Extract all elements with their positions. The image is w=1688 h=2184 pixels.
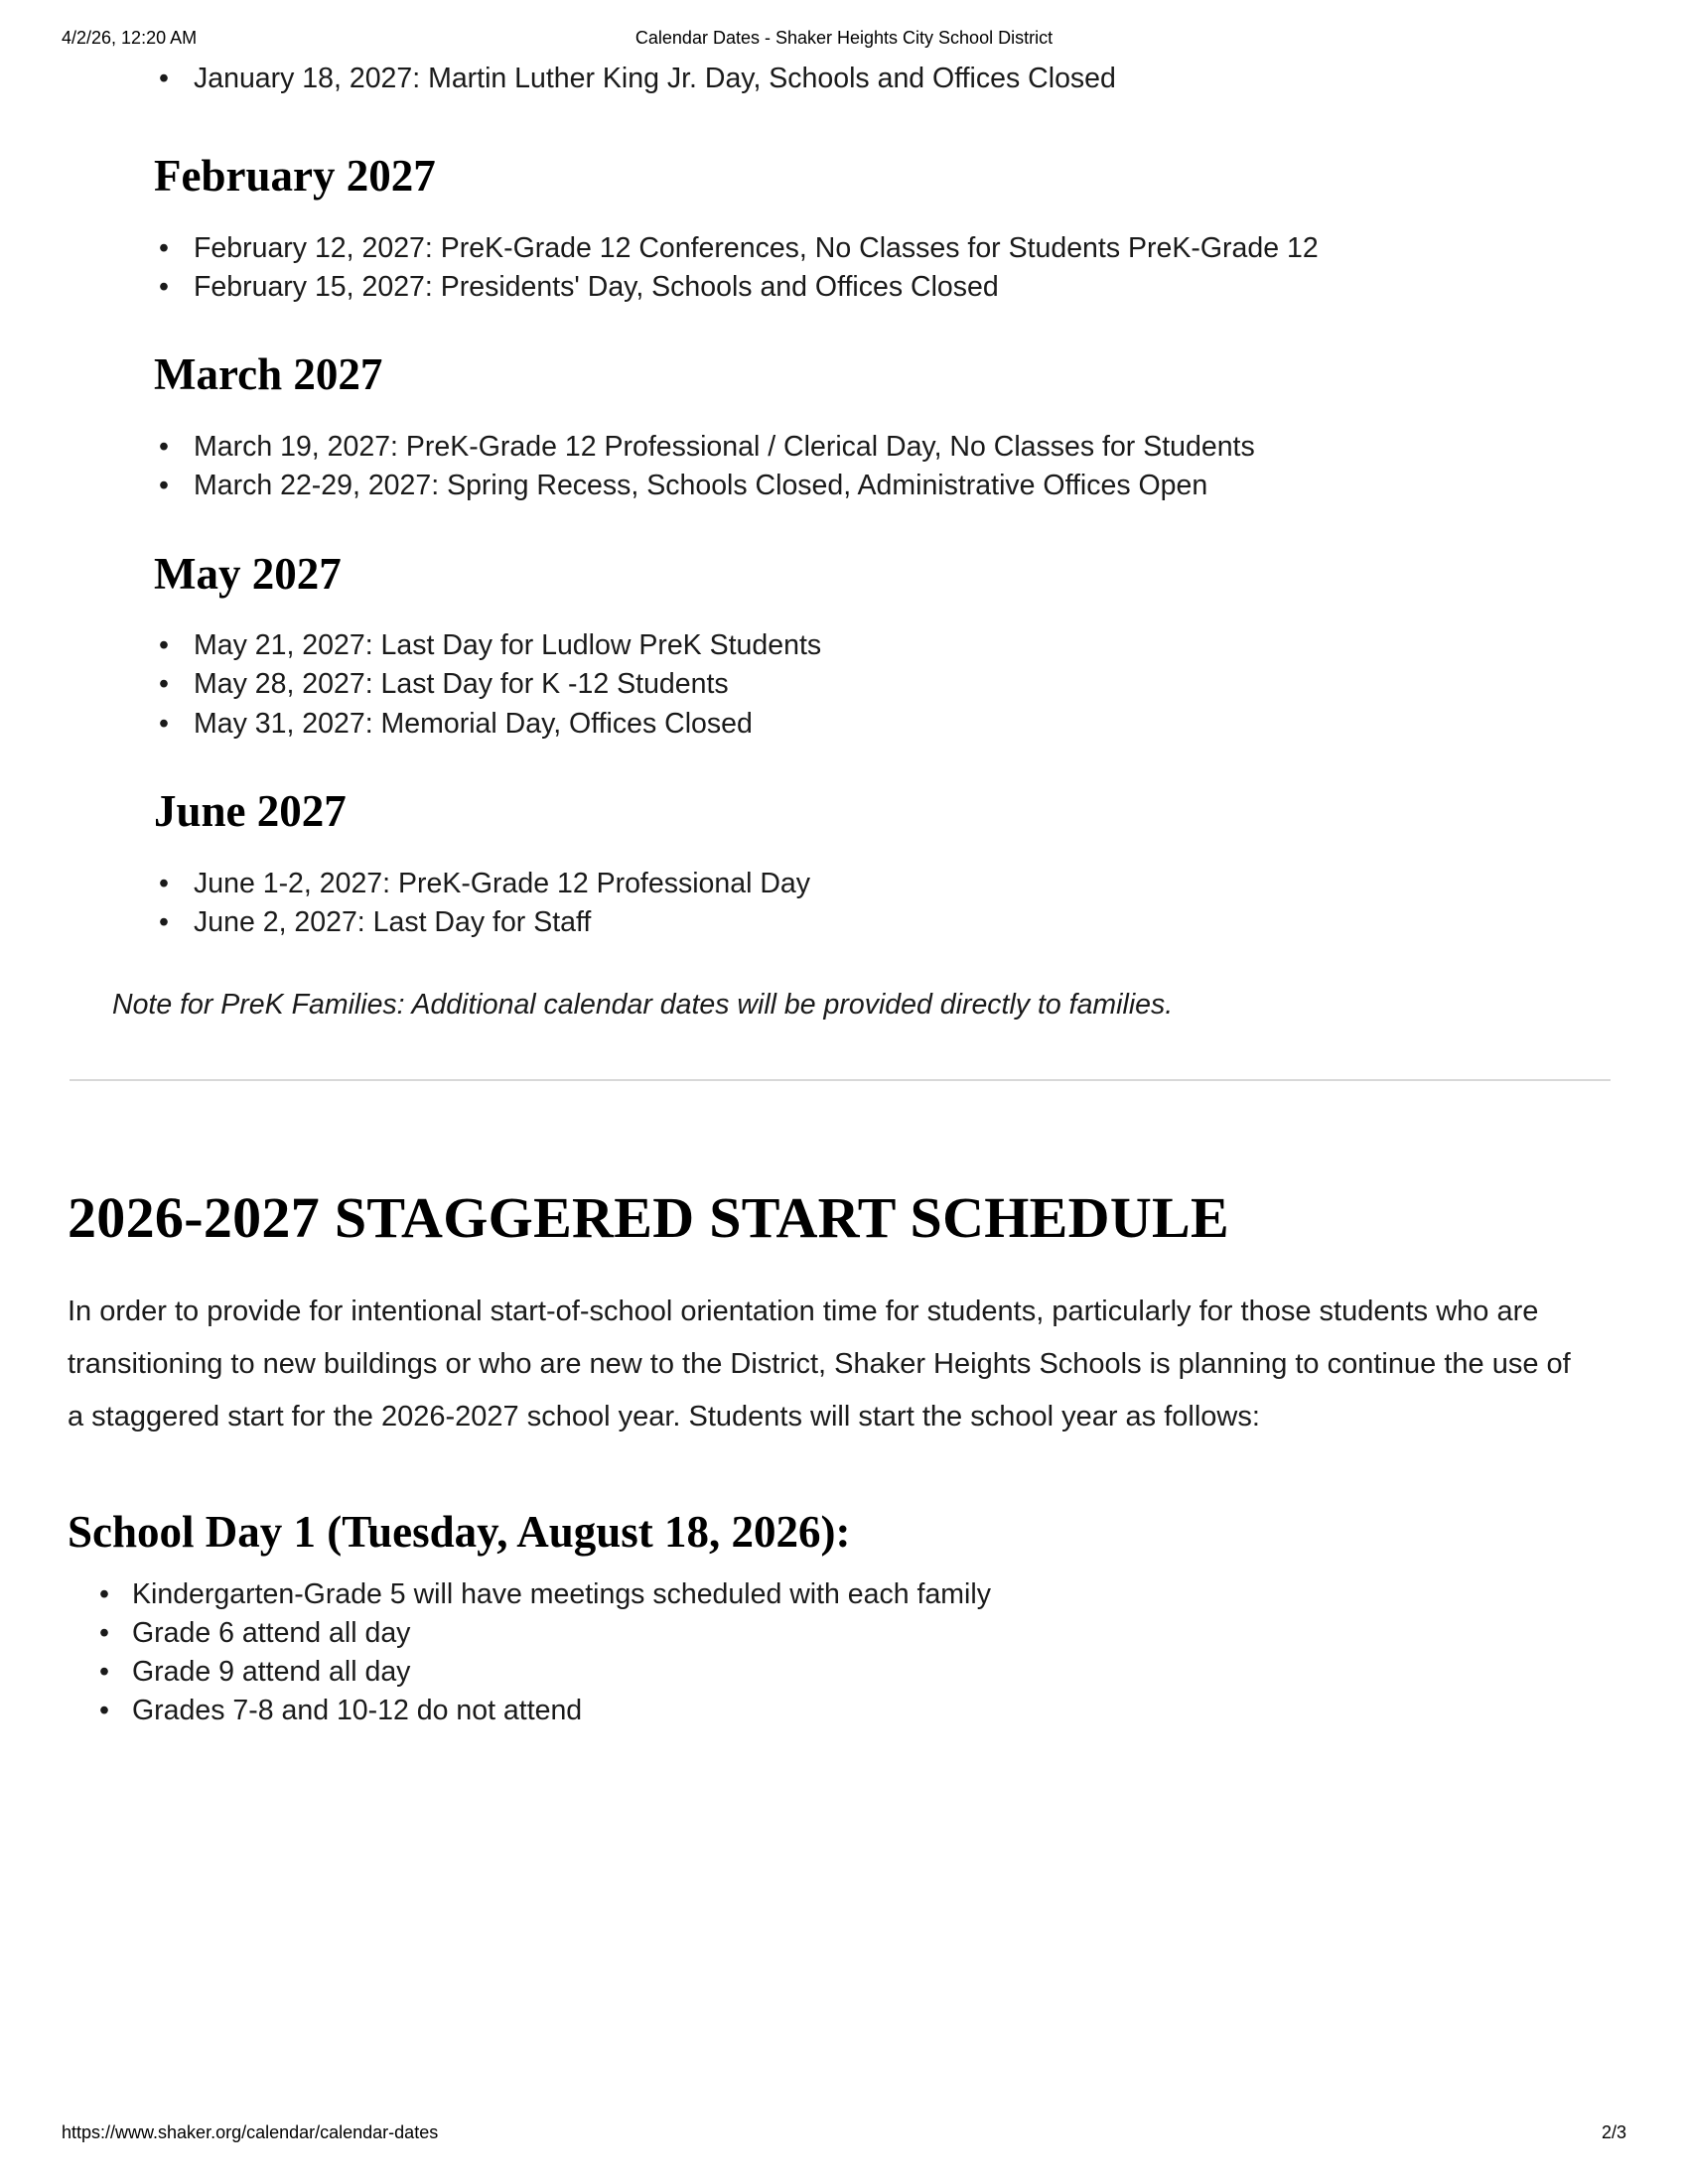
- print-header: [0, 28, 1688, 54]
- prek-families-note: Note for PreK Families: Additional calendar dates will be provided directly to families.: [112, 989, 1174, 1022]
- calendar-event-list-february: [0, 229, 1688, 308]
- month-heading-february: February 2027: [154, 151, 436, 202]
- calendar-event-list-may: [0, 626, 1688, 744]
- staggered-start-intro-paragraph: In order to provide for intentional start-of-school orientation time for students, particularly for those students who are transitioning to new buildings or who are new to the District, Shaker Heights Schools is planning to continue the use of a staggered start for the 2026-2027 school year. Students will start the school year as follows:: [68, 1295, 1571, 1433]
- print-header-timestamp: 4/2/26, 12:20 AM: [62, 28, 198, 48]
- list-item: • January 18, 2027: Martin Luther King Jr. Day, Schools and Offices Closed: [0, 60, 1688, 98]
- school-day-1-list: [0, 1575, 1688, 1730]
- page-content: [0, 60, 1688, 1730]
- list-item: • May 31, 2027: Memorial Day, Offices Closed: [0, 705, 1688, 744]
- list-item: • Grade 6 attend all day: [0, 1614, 1688, 1653]
- list-item: • March 22-29, 2027: Spring Recess, Schools Closed, Administrative Offices Open: [0, 467, 1688, 505]
- list-item: • May 28, 2027: Last Day for K -12 Students: [0, 665, 1688, 704]
- school-day-1-heading: School Day 1 (Tuesday, August 18, 2026):: [68, 1507, 851, 1558]
- staggered-start-heading: 2026-2027 STAGGERED START SCHEDULE: [68, 1185, 1230, 1251]
- list-item: • May 21, 2027: Last Day for Ludlow PreK Students: [0, 626, 1688, 665]
- print-header-document-title: Calendar Dates - Shaker Heights City School District: [634, 28, 1054, 48]
- print-footer-url: https://www.shaker.org/calendar/calendar-dates: [62, 2122, 439, 2142]
- list-item: • March 19, 2027: PreK-Grade 12 Professional / Clerical Day, No Classes for Students: [0, 428, 1688, 467]
- print-footer-page-number: 2/3: [1601, 2122, 1626, 2142]
- list-item: • June 1-2, 2027: PreK-Grade 12 Professional Day: [0, 865, 1688, 903]
- month-heading-march: March 2027: [154, 349, 383, 400]
- calendar-month-section-may: [0, 550, 1688, 744]
- calendar-event-list-june: [0, 865, 1688, 943]
- list-item: • Kindergarten-Grade 5 will have meetings scheduled with each family: [0, 1575, 1688, 1614]
- list-item: • Grades 7-8 and 10-12 do not attend: [0, 1692, 1688, 1730]
- list-item: • June 2, 2027: Last Day for Staff: [0, 903, 1688, 942]
- month-heading-may: May 2027: [154, 548, 342, 599]
- month-heading-june: June 2027: [154, 786, 347, 837]
- list-item: • February 15, 2027: Presidents' Day, Schools and Offices Closed: [0, 268, 1688, 307]
- calendar-month-section-june: [0, 787, 1688, 942]
- calendar-event-list-march: [0, 428, 1688, 506]
- list-item: • February 12, 2027: PreK-Grade 12 Conferences, No Classes for Students PreK-Grade 12: [0, 229, 1688, 268]
- print-footer: [0, 2122, 1688, 2148]
- calendar-orphan-list: [0, 60, 1688, 98]
- calendar-month-section-february: [0, 152, 1688, 307]
- list-item: • Grade 9 attend all day: [0, 1653, 1688, 1692]
- calendar-month-section-march: [0, 350, 1688, 505]
